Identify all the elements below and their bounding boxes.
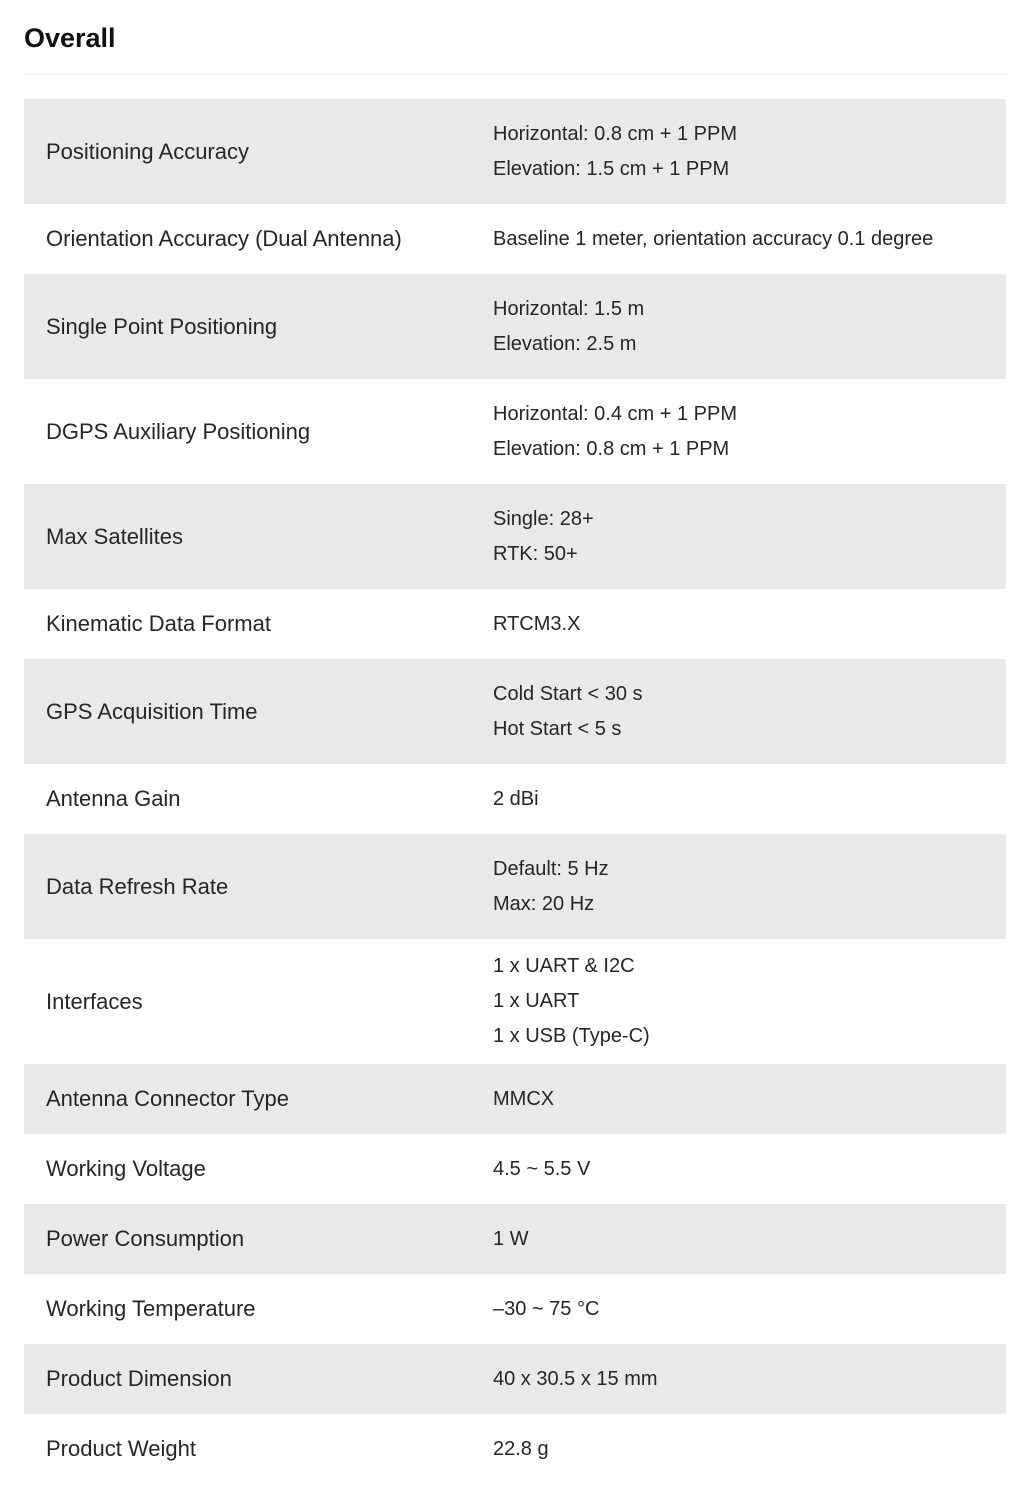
spec-label: Product Weight [46,1436,197,1461]
spec-label: Orientation Accuracy (Dual Antenna) [46,226,402,251]
spec-row [24,1134,1006,1204]
spec-row [24,1274,1006,1344]
spec-value-line: MMCX [493,1087,555,1110]
spec-value-line: RTK: 50+ [493,542,578,565]
spec-value-line: 2 dBi [493,787,539,810]
spec-value [493,397,1006,467]
spec-value-line: RTCM3.X [493,612,581,635]
spec-value [493,1222,1006,1257]
spec-row [24,659,1006,764]
spec-row [24,274,1006,379]
spec-table [24,99,1006,1484]
spec-row [24,99,1006,204]
spec-value-line: Horizontal: 0.4 cm + 1 PPM [493,402,737,425]
spec-value-line: Cold Start < 30 s [493,682,643,705]
spec-value-line: 1 W [493,1227,529,1250]
spec-value [493,292,1006,362]
spec-row [24,1064,1006,1134]
spec-label: Single Point Positioning [46,313,278,339]
spec-value [493,1082,1006,1117]
spec-value-line: Max: 20 Hz [493,892,595,915]
title-divider [24,74,1006,75]
spec-value-line: Elevation: 1.5 cm + 1 PPM [493,157,730,180]
spec-value [493,1362,1006,1397]
spec-label: GPS Acquisition Time [46,698,258,724]
spec-value-line: 1 x UART & I2C [493,955,635,977]
spec-value-line: 1 x USB (Type-C) [493,1025,650,1047]
spec-label: Working Voltage [46,1156,206,1181]
spec-value [493,782,1006,817]
spec-value [493,1432,1006,1467]
spec-row [24,1414,1006,1484]
spec-value [493,607,1006,642]
spec-value-line: 4.5 ~ 5.5 V [493,1157,591,1180]
spec-value-line: Elevation: 2.5 m [493,332,637,355]
spec-row [24,1204,1006,1274]
spec-value-line: Baseline 1 meter, orientation accuracy 0.1 degree [493,227,934,250]
spec-label: Max Satellites [46,523,183,549]
spec-label: Power Consumption [46,1226,245,1251]
spec-label: Working Temperature [46,1296,256,1321]
spec-value-line: Elevation: 0.8 cm + 1 PPM [493,437,730,460]
spec-value [493,949,1006,1054]
spec-value-line: –30 ~ 75 °C [493,1297,600,1320]
spec-value [493,677,1006,747]
spec-label: Product Dimension [46,1366,232,1391]
spec-value-line: 40 x 30.5 x 15 mm [493,1367,658,1390]
spec-value-line: 1 x UART [493,990,580,1012]
section-title: Overall [24,23,116,53]
spec-row [24,589,1006,659]
spec-row [24,484,1006,589]
spec-value-line: Single: 28+ [493,507,594,530]
spec-value [493,222,1006,257]
spec-label: Data Refresh Rate [46,873,229,899]
spec-value-line: Hot Start < 5 s [493,717,622,740]
spec-row [24,1344,1006,1414]
spec-row [24,939,1006,1064]
spec-value [493,117,1006,187]
spec-value [493,1152,1006,1187]
spec-value-line: Horizontal: 1.5 m [493,297,645,320]
spec-label: Interfaces [46,988,143,1014]
spec-label: DGPS Auxiliary Positioning [46,418,311,444]
spec-row [24,379,1006,484]
spec-value [493,502,1006,572]
spec-value-line: 22.8 g [493,1437,549,1460]
spec-value-line: Horizontal: 0.8 cm + 1 PPM [493,122,737,145]
spec-label: Kinematic Data Format [46,611,271,636]
spec-label: Antenna Gain [46,786,181,811]
spec-value [493,1292,1006,1327]
spec-value [493,852,1006,922]
spec-label: Positioning Accuracy [46,138,249,164]
spec-row [24,764,1006,834]
spec-label: Antenna Connector Type [46,1086,289,1111]
spec-value-line: Default: 5 Hz [493,857,609,880]
spec-row [24,204,1006,274]
spec-row [24,834,1006,939]
